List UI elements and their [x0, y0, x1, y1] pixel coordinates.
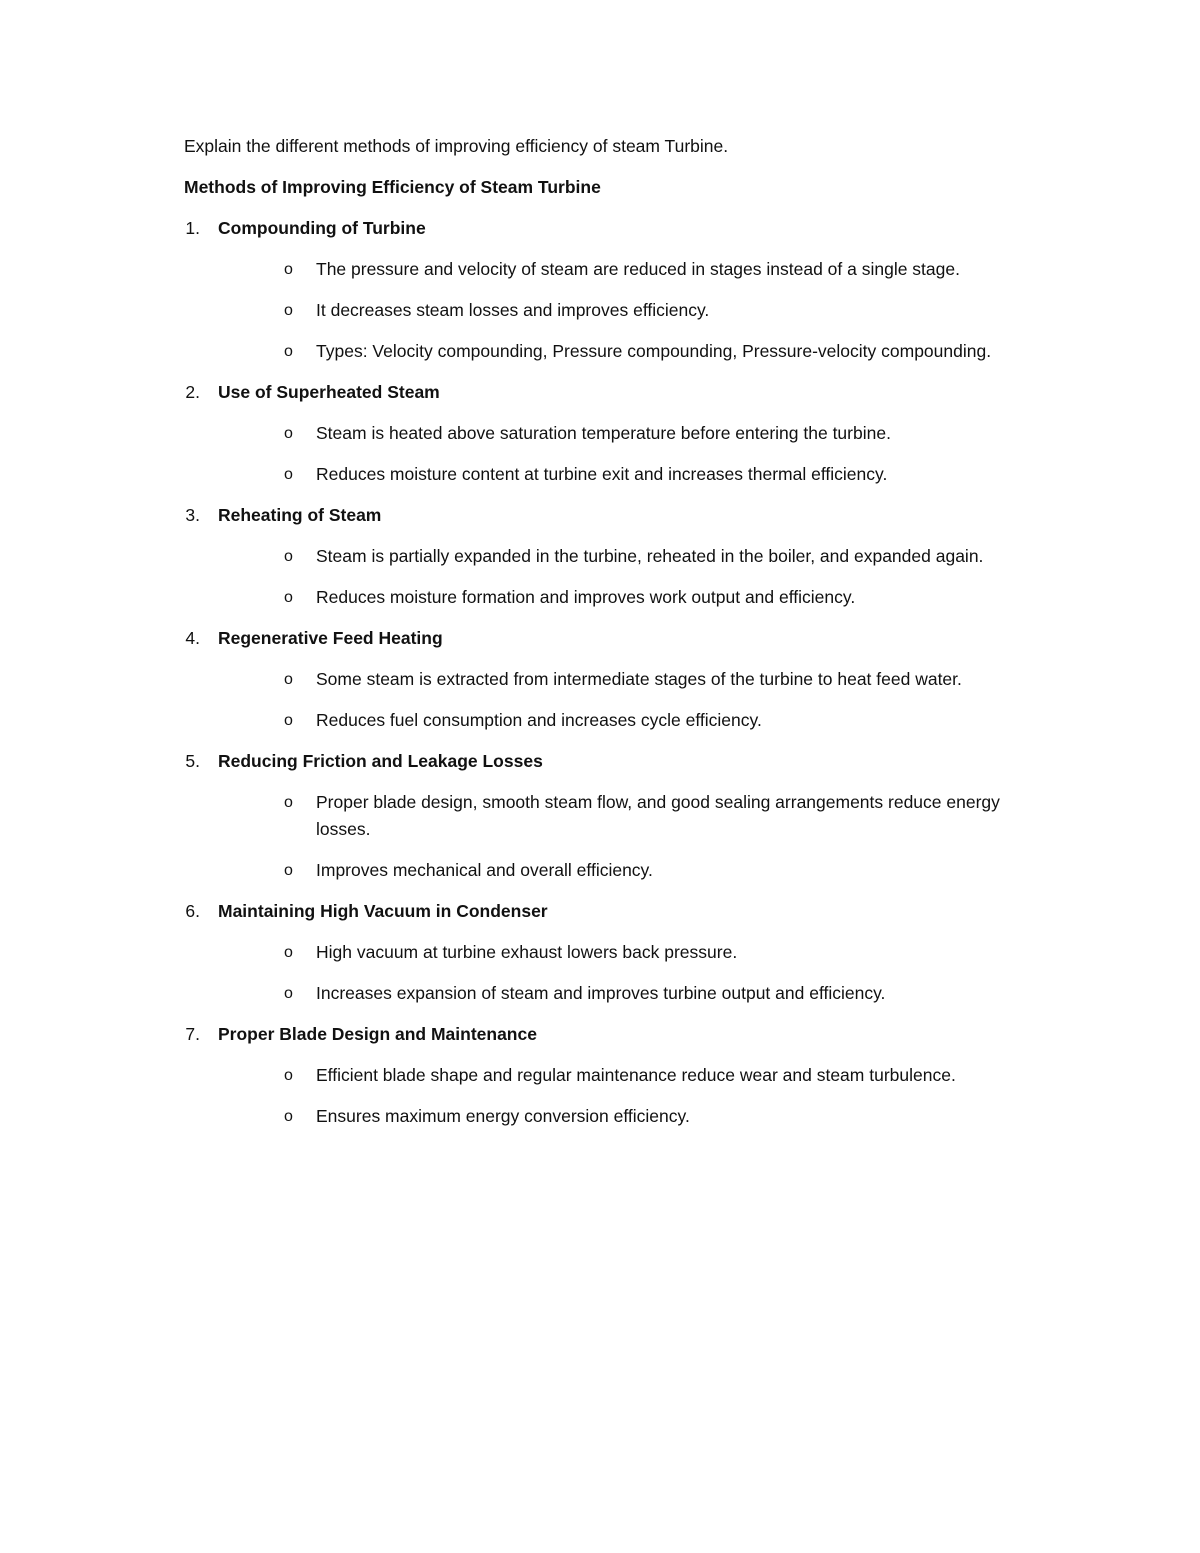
bullet-marker: o — [284, 548, 293, 565]
bullet-text: High vacuum at turbine exhaust lowers back pressure. — [316, 942, 738, 962]
bullet-marker: o — [284, 261, 293, 278]
method-number-cell — [152, 215, 218, 242]
method-number-cell — [152, 502, 218, 529]
bullet-item — [184, 420, 1034, 447]
bullet-item — [184, 584, 1034, 611]
bullet-text: Some steam is extracted from intermediate stages of the turbine to heat feed water. — [316, 669, 962, 689]
bullet-item — [184, 1062, 1034, 1089]
method-item — [184, 1021, 1034, 1130]
method-number: 3. — [185, 505, 200, 525]
bullet-text: Types: Velocity compounding, Pressure compounding, Pressure-velocity compounding. — [316, 341, 992, 361]
bullet-marker: o — [284, 1067, 293, 1084]
bullet-marker: o — [284, 985, 293, 1002]
method-title: Use of Superheated Steam — [218, 382, 440, 402]
bullet-list — [184, 789, 1034, 884]
bullet-marker: o — [284, 944, 293, 961]
bullet-marker: o — [284, 671, 293, 688]
bullet-item — [184, 666, 1034, 693]
bullet-list — [184, 939, 1034, 1007]
bullet-text: The pressure and velocity of steam are reduced in stages instead of a single stage. — [316, 259, 960, 279]
method-title: Maintaining High Vacuum in Condenser — [218, 901, 548, 921]
method-title: Compounding of Turbine — [218, 218, 426, 238]
question-text: Explain the different methods of improving efficiency of steam Turbine. — [184, 136, 729, 156]
bullet-text: Ensures maximum energy conversion efficiency. — [316, 1106, 690, 1126]
bullet-text: Reduces moisture content at turbine exit and increases thermal efficiency. — [316, 464, 888, 484]
bullet-text: Reduces fuel consumption and increases cycle efficiency. — [316, 710, 762, 730]
bullet-item — [184, 857, 1034, 884]
method-item — [184, 215, 1034, 365]
bullet-item — [184, 789, 1034, 843]
bullet-item — [184, 939, 1034, 966]
bullet-marker: o — [284, 302, 293, 319]
method-number-cell — [152, 1021, 218, 1048]
method-title-row — [184, 379, 1034, 406]
method-item — [184, 379, 1034, 488]
method-number: 2. — [185, 382, 200, 402]
bullet-item — [184, 297, 1034, 324]
method-number: 7. — [185, 1024, 200, 1044]
bullet-text: It decreases steam losses and improves efficiency. — [316, 300, 710, 320]
bullet-marker: o — [284, 343, 293, 360]
method-title: Reducing Friction and Leakage Losses — [218, 751, 543, 771]
bullet-list — [184, 666, 1034, 734]
method-title-row — [184, 898, 1034, 925]
bullet-list — [184, 420, 1034, 488]
bullet-marker: o — [284, 425, 293, 442]
method-title: Reheating of Steam — [218, 505, 382, 525]
method-title-row — [184, 502, 1034, 529]
method-title-row — [184, 748, 1034, 775]
bullet-item — [184, 461, 1034, 488]
method-title-row — [184, 215, 1034, 242]
bullet-text: Steam is heated above saturation temperature before entering the turbine. — [316, 423, 891, 443]
bullet-text: Reduces moisture formation and improves work output and efficiency. — [316, 587, 856, 607]
bullet-item — [184, 338, 1034, 365]
bullet-list — [184, 1062, 1034, 1130]
method-number-cell — [152, 898, 218, 925]
method-title-row — [184, 625, 1034, 652]
bullet-text: Efficient blade shape and regular maintenance reduce wear and steam turbulence. — [316, 1065, 956, 1085]
bullet-marker: o — [284, 466, 293, 483]
method-number-cell — [152, 379, 218, 406]
bullet-text: Proper blade design, smooth steam flow, and good sealing arrangements reduce energy losses. — [316, 792, 1000, 839]
method-item — [184, 748, 1034, 884]
method-item — [184, 502, 1034, 611]
method-title: Proper Blade Design and Maintenance — [218, 1024, 537, 1044]
method-title: Regenerative Feed Heating — [218, 628, 443, 648]
bullet-marker: o — [284, 589, 293, 606]
methods-list — [184, 215, 1034, 1130]
method-number: 6. — [185, 901, 200, 921]
method-item — [184, 898, 1034, 1007]
bullet-item — [184, 256, 1034, 283]
bullet-item — [184, 707, 1034, 734]
method-number: 5. — [185, 751, 200, 771]
bullet-text: Improves mechanical and overall efficiency. — [316, 860, 653, 880]
method-number: 4. — [185, 628, 200, 648]
bullet-text: Increases expansion of steam and improves turbine output and efficiency. — [316, 983, 886, 1003]
method-item — [184, 625, 1034, 734]
bullet-marker: o — [284, 794, 293, 811]
bullet-text: Steam is partially expanded in the turbine, reheated in the boiler, and expanded again. — [316, 546, 984, 566]
bullet-item — [184, 980, 1034, 1007]
section-heading: Methods of Improving Efficiency of Steam Turbine — [184, 177, 601, 197]
method-number-cell — [152, 625, 218, 652]
bullet-item — [184, 543, 1034, 570]
document-content — [184, 133, 1034, 1144]
method-title-row — [184, 1021, 1034, 1048]
bullet-list — [184, 543, 1034, 611]
bullet-item — [184, 1103, 1034, 1130]
bullet-marker: o — [284, 862, 293, 879]
bullet-marker: o — [284, 1108, 293, 1125]
bullet-marker: o — [284, 712, 293, 729]
method-number: 1. — [185, 218, 200, 238]
bullet-list — [184, 256, 1034, 365]
method-number-cell — [152, 748, 218, 775]
